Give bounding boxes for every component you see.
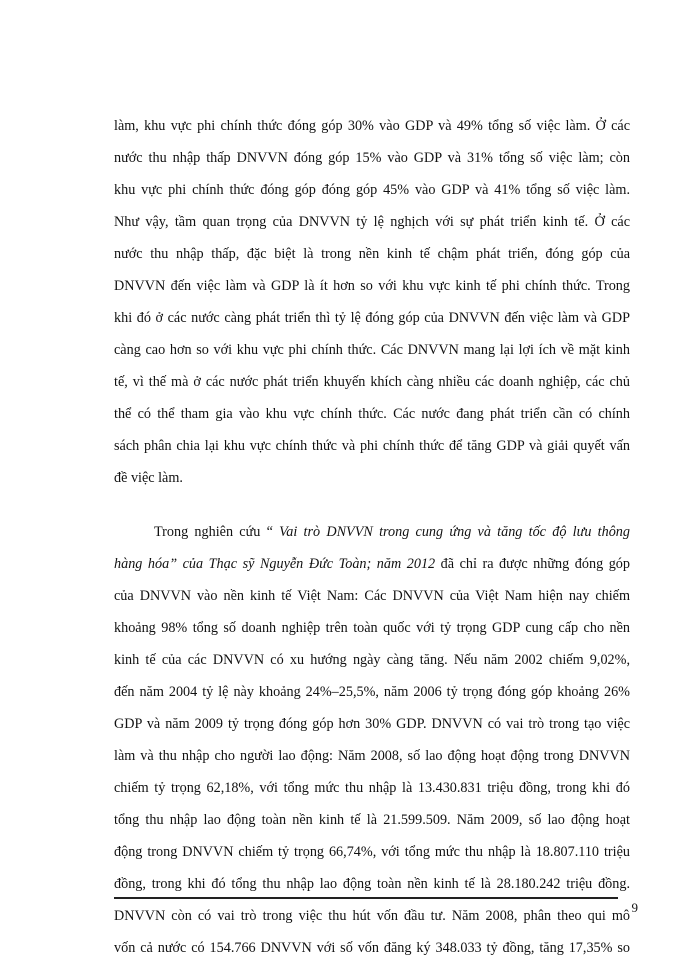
text-line: DNVVN đến việc làm và GDP là ít hơn so với khu vực kinh tế phi chính thức. Trong <box>114 278 630 294</box>
text-line: càng cao hơn so với khu vực phi chính thức. Các DNVVN mang lại lợi ích về mặt kinh <box>114 342 630 358</box>
text-line: thể có thể tham gia vào khu vực chính thức. Các nước đang phát triển cần có chính <box>114 406 630 422</box>
text-run: Trong nghiên cứu “ <box>154 524 280 540</box>
text-line: chiếm tỷ trọng 62,18%, với tổng mức thu nhập là 13.430.831 triệu đồng, trong khi đó <box>114 780 630 796</box>
text-line: kinh tế của các DNVVN có xu hướng ngày càng tăng. Nếu năm 2002 chiếm 9,02%, <box>114 652 630 668</box>
text-line: làm và thu nhập cho người lao động: Năm 2008, số lao động hoạt động trong DNVVN <box>114 748 630 764</box>
text-line: động trong DNVVN chiếm tỷ trọng 66,74%, với tổng mức thu nhập là 18.807.110 triệu <box>114 844 630 860</box>
text-line: làm, khu vực phi chính thức đóng góp 30% vào GDP và 49% tổng số việc làm. Ở các <box>114 118 630 134</box>
text-run: đã chỉ ra được những đóng góp <box>435 556 630 572</box>
text-line: tổng thu nhập lao động toàn nền kinh tế là 21.599.509. Năm 2009, số lao động hoạt <box>114 812 630 828</box>
text-line: nước thu nhập thấp DNVVN đóng góp 15% vào GDP và 31% tổng số việc làm; còn <box>114 150 630 166</box>
text-line: vốn cả nước có 154.766 DNVVN với số vốn đăng ký 348.033 tỷ đồng, tăng 17,35% so <box>114 940 630 956</box>
text-line: tế, vì thế mà ở các nước phát triển khuyến khích càng nhiều các doanh nghiệp, các chủ <box>114 374 630 390</box>
text-line <box>114 548 630 580</box>
text-line: khu vực phi chính thức đóng góp đóng góp 45% vào GDP và 41% tổng số việc làm. <box>114 182 630 198</box>
text-line-last: đề việc làm. <box>114 470 183 486</box>
text-line: DNVVN còn có vai trò trong việc thu hút vốn đầu tư. Năm 2008, phân theo qui mô <box>114 908 630 924</box>
text-line: khoảng 98% tổng số doanh nghiệp trên toàn quốc với tỷ trọng GDP cung cấp cho nền <box>114 620 630 636</box>
study-title-italic: Vai trò DNVVN trong cung ứng và tăng tốc độ lưu thông <box>279 524 630 540</box>
footer-rule <box>114 897 618 899</box>
text-line: đồng, trong khi đó tổng thu nhập lao động toàn nền kinh tế là 28.180.242 triệu đồng. <box>114 876 630 892</box>
text-line-first <box>114 516 630 548</box>
paragraph-gap <box>114 494 630 516</box>
text-line: khi đó ở các nước càng phát triển thì tỷ lệ đóng góp của DNVVN đến việc làm và GDP <box>114 310 630 326</box>
study-author-italic: hàng hóa” của Thạc sỹ Nguyễn Đức Toàn; năm 2012 <box>114 556 436 572</box>
text-line: nước thu nhập thấp, đặc biệt là trong nền kinh tế chậm phát triển, đóng góp của <box>114 246 630 262</box>
document-body <box>114 110 630 964</box>
text-line: của DNVVN vào nền kinh tế Việt Nam: Các DNVVN của Việt Nam hiện nay chiếm <box>114 588 630 604</box>
text-line: đến năm 2004 tỷ lệ này khoảng 24%–25,5%, năm 2006 tỷ trọng đóng góp khoảng 26% <box>114 684 630 700</box>
text-line: Như vậy, tầm quan trọng của DNVVN tỷ lệ nghịch với sự phát triển kinh tế. Ở các <box>114 214 630 230</box>
page-number: 9 <box>631 900 638 915</box>
text-line: sách phân chia lại khu vực chính thức và phi chính thức để tăng GDP và giải quyết vấn <box>114 438 630 454</box>
paragraph-1 <box>114 110 630 494</box>
text-line: GDP và năm 2009 tỷ trọng đóng góp hơn 30% GDP. DNVVN có vai trò trong tạo việc <box>114 716 630 732</box>
